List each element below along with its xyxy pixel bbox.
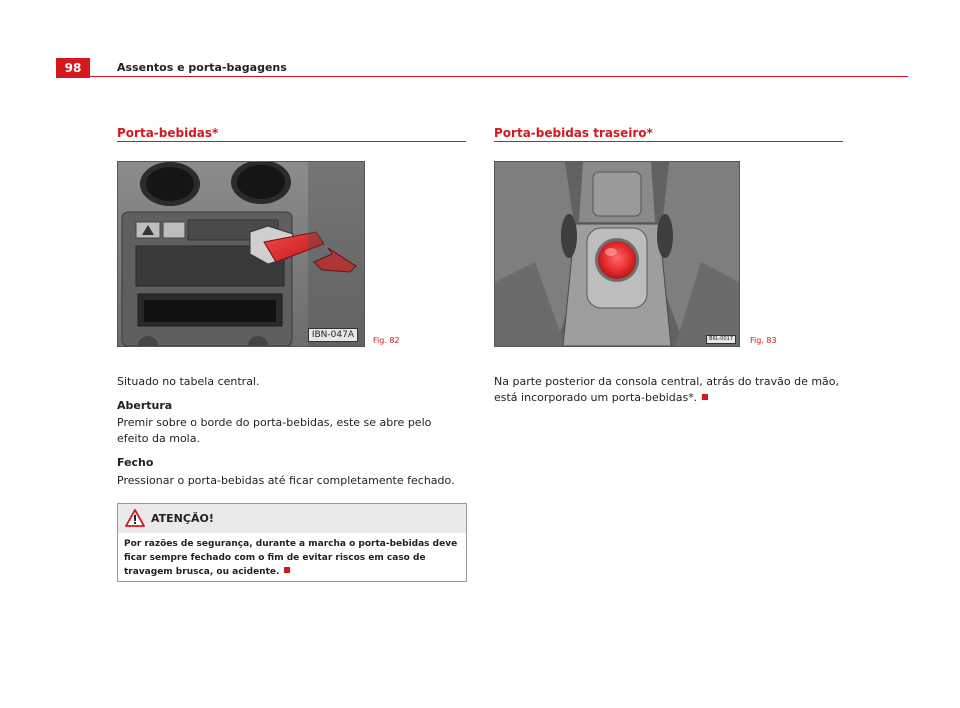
rear-cupholder-text: Na parte posterior da consola central, atrás do travão de mão, está incorporado um porta-bebidas*. [494, 375, 840, 404]
figure-caption: Fig. 82 [373, 336, 400, 345]
warning-box [117, 503, 467, 582]
rear-console-illustration [495, 162, 739, 346]
closing-text: Pressionar o porta-bebidas até ficar completamente fechado. [117, 474, 455, 487]
warning-header [118, 504, 466, 533]
section-title-cupholder: Porta-bebidas* [117, 126, 219, 140]
figure-code: IBN-047A [308, 328, 358, 342]
subhead-closing: Fecho [117, 456, 154, 469]
intro-text: Situado no tabela central. [117, 375, 260, 388]
header-rule [90, 76, 908, 77]
section-rule-left [117, 141, 466, 142]
section-rule-right [494, 141, 843, 142]
warning-triangle-icon [125, 509, 145, 527]
figure-code: B6L-0017 [706, 335, 736, 344]
figure-83-rear-console-cupholder [494, 161, 740, 347]
section-title-rear-cupholder: Porta-bebidas traseiro* [494, 126, 653, 140]
chapter-title: Assentos e porta-bagagens [117, 61, 287, 74]
dashboard-illustration [118, 162, 364, 346]
figure-82-dashboard-cupholder [117, 161, 365, 347]
warning-title: ATENÇÃO! [151, 512, 214, 525]
figure-caption: Fig. 83 [750, 336, 777, 345]
opening-text: Premir sobre o borde do porta-bebidas, este se abre pelo efeito da mola. [117, 416, 432, 445]
end-of-section-icon [702, 394, 708, 400]
page-number: 98 [56, 58, 90, 78]
warning-text: Por razões de segurança, durante a marcha o porta-bebidas deve ficar sempre fechado com o fim de evitar riscos em caso de travagem brusca, ou acidente. [124, 539, 458, 577]
end-of-section-icon [284, 567, 290, 573]
subhead-opening: Abertura [117, 399, 173, 412]
